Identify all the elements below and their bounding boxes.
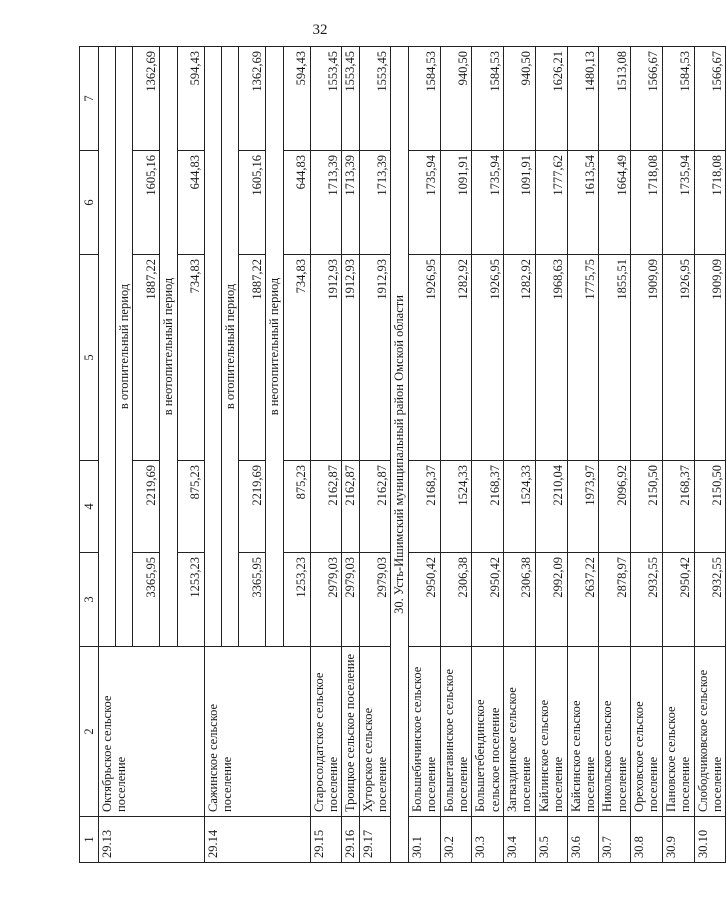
settlement-name: Октябрьское сельское поселение bbox=[99, 647, 205, 817]
row-index: 30.8 bbox=[631, 817, 663, 863]
value-cell-col7: 940,50 bbox=[504, 47, 536, 151]
value-cell-col7: 1584,53 bbox=[472, 47, 504, 151]
value-cell-col7: 940,50 bbox=[440, 47, 472, 151]
row-index: 30.3 bbox=[472, 817, 504, 863]
value-cell-col3: 2306,38 bbox=[440, 553, 472, 647]
heating-period-label: в отопительный период bbox=[221, 47, 238, 647]
row-index: 30.6 bbox=[567, 817, 599, 863]
value-cell-col4: 2168,37 bbox=[662, 461, 694, 553]
row-index: 30.7 bbox=[599, 817, 631, 863]
value-cell-col5: 1968,63 bbox=[535, 255, 567, 461]
settlement-name: Загваздинское сельское поселение bbox=[504, 647, 536, 817]
row-index: 29.13 bbox=[99, 817, 205, 863]
table-row bbox=[504, 47, 536, 863]
row-index: 30.9 bbox=[662, 817, 694, 863]
value-cell-col5: 1912,93 bbox=[359, 255, 391, 461]
value-cell-col5: 1775,75 bbox=[567, 255, 599, 461]
value-cell-col6: 1713,39 bbox=[342, 151, 359, 255]
value-cell-col6: 1613,54 bbox=[567, 151, 599, 255]
table-row bbox=[631, 47, 663, 863]
value-cell-col6: 644,83 bbox=[283, 151, 310, 255]
heating-period-label: в неотопительный период bbox=[266, 47, 283, 647]
value-cell-col3: 2950,42 bbox=[662, 553, 694, 647]
value-cell-col6: 1735,94 bbox=[472, 151, 504, 255]
value-cell-col5: 1887,22 bbox=[133, 255, 160, 461]
settlement-name: Кайлинское сельское поселение bbox=[535, 647, 567, 817]
table-row bbox=[99, 47, 116, 863]
value-cell-col6: 644,83 bbox=[177, 151, 204, 255]
empty-cell bbox=[204, 47, 221, 647]
row-index: 30.4 bbox=[504, 817, 536, 863]
rotated-table-wrapper bbox=[79, 47, 725, 863]
heating-period-label: в отопительный период bbox=[116, 47, 133, 647]
table-row bbox=[310, 47, 342, 863]
settlement-name: Пановское сельское поселение bbox=[662, 647, 694, 817]
value-cell-col4: 1524,33 bbox=[440, 461, 472, 553]
value-cell-col7: 1584,53 bbox=[662, 47, 694, 151]
value-cell-col3: 3365,95 bbox=[239, 553, 266, 647]
table-row bbox=[535, 47, 567, 863]
table-row bbox=[359, 47, 391, 863]
value-cell-col5: 1926,95 bbox=[472, 255, 504, 461]
table-row bbox=[342, 47, 359, 863]
row-index: 29.14 bbox=[204, 817, 310, 863]
value-cell-col6: 1777,62 bbox=[535, 151, 567, 255]
settlement-name: Большебичинское сельское поселение bbox=[408, 647, 440, 817]
value-cell-col4: 2150,50 bbox=[631, 461, 663, 553]
settlement-name: Большетебендинское сельское поселение bbox=[472, 647, 504, 817]
value-cell-col6: 1718,08 bbox=[694, 151, 726, 255]
value-cell-col3: 2637,22 bbox=[567, 553, 599, 647]
settlement-name: Слободчиковское сельское поселение bbox=[694, 647, 726, 817]
table-row bbox=[599, 47, 631, 863]
settlement-name: Старосолдатское сельское поселение bbox=[310, 647, 342, 817]
row-index: 29.16 bbox=[342, 817, 359, 863]
value-cell-col4: 2168,37 bbox=[408, 461, 440, 553]
table-row bbox=[204, 47, 221, 863]
table-row bbox=[440, 47, 472, 863]
value-cell-col7: 1362,69 bbox=[133, 47, 160, 151]
value-cell-col6: 1718,08 bbox=[631, 151, 663, 255]
value-cell-col7: 1513,08 bbox=[599, 47, 631, 151]
value-cell-col4: 2210,04 bbox=[535, 461, 567, 553]
value-cell-col5: 1912,93 bbox=[342, 255, 359, 461]
value-cell-col6: 1091,91 bbox=[440, 151, 472, 255]
row-index: 29.17 bbox=[359, 817, 391, 863]
column-header-3: 3 bbox=[80, 553, 99, 647]
column-header-2: 2 bbox=[80, 647, 99, 817]
value-cell-col4: 2150,50 bbox=[694, 461, 726, 553]
value-cell-col3: 2950,42 bbox=[472, 553, 504, 647]
value-cell-col7: 1553,45 bbox=[342, 47, 359, 151]
value-cell-col3: 2306,38 bbox=[504, 553, 536, 647]
value-cell-col4: 2162,87 bbox=[359, 461, 391, 553]
value-cell-col5: 1909,09 bbox=[631, 255, 663, 461]
value-cell-col4: 2162,87 bbox=[310, 461, 342, 553]
page-number: 32 bbox=[312, 22, 328, 38]
region-heading: 30. Усть-Ишимский муниципальный район Омской области bbox=[391, 47, 408, 863]
value-cell-col5: 1887,22 bbox=[239, 255, 266, 461]
value-cell-col4: 875,23 bbox=[283, 461, 310, 553]
row-index: 30.1 bbox=[408, 817, 440, 863]
table-row bbox=[408, 47, 440, 863]
region-row bbox=[391, 47, 408, 863]
value-cell-col7: 1480,13 bbox=[567, 47, 599, 151]
value-cell-col5: 1282,92 bbox=[504, 255, 536, 461]
value-cell-col4: 1524,33 bbox=[504, 461, 536, 553]
tariff-table bbox=[79, 46, 726, 863]
settlement-name: Никольское сельское поселение bbox=[599, 647, 631, 817]
value-cell-col5: 1282,92 bbox=[440, 255, 472, 461]
value-cell-col3: 2992,09 bbox=[535, 553, 567, 647]
value-cell-col5: 734,83 bbox=[283, 255, 310, 461]
column-header-5: 5 bbox=[80, 255, 99, 461]
value-cell-col6: 1735,94 bbox=[662, 151, 694, 255]
value-cell-col7: 594,43 bbox=[283, 47, 310, 151]
table-row bbox=[472, 47, 504, 863]
value-cell-col6: 1091,91 bbox=[504, 151, 536, 255]
value-cell-col4: 2219,69 bbox=[239, 461, 266, 553]
value-cell-col5: 734,83 bbox=[177, 255, 204, 461]
column-header-1: 1 bbox=[80, 817, 99, 863]
value-cell-col4: 1973,97 bbox=[567, 461, 599, 553]
value-cell-col5: 1912,93 bbox=[310, 255, 342, 461]
heating-period-label: в неотопительный период bbox=[160, 47, 177, 647]
row-index: 29.15 bbox=[310, 817, 342, 863]
table-row bbox=[662, 47, 694, 863]
column-header-7: 7 bbox=[80, 47, 99, 151]
table-header-row bbox=[80, 47, 99, 863]
value-cell-col5: 1926,95 bbox=[408, 255, 440, 461]
value-cell-col3: 3365,95 bbox=[133, 553, 160, 647]
row-index: 30.2 bbox=[440, 817, 472, 863]
value-cell-col6: 1735,94 bbox=[408, 151, 440, 255]
value-cell-col4: 2168,37 bbox=[472, 461, 504, 553]
rotated-page-content bbox=[79, 47, 725, 863]
value-cell-col5: 1926,95 bbox=[662, 255, 694, 461]
value-cell-col7: 594,43 bbox=[177, 47, 204, 151]
value-cell-col5: 1909,09 bbox=[694, 255, 726, 461]
value-cell-col3: 2932,55 bbox=[631, 553, 663, 647]
table-row bbox=[694, 47, 726, 863]
value-cell-col3: 1253,23 bbox=[177, 553, 204, 647]
settlement-name: Большетавинское сельское поселение bbox=[440, 647, 472, 817]
value-cell-col3: 2950,42 bbox=[408, 553, 440, 647]
value-cell-col4: 875,23 bbox=[177, 461, 204, 553]
value-cell-col4: 2096,92 bbox=[599, 461, 631, 553]
value-cell-col7: 1584,53 bbox=[408, 47, 440, 151]
value-cell-col7: 1566,67 bbox=[631, 47, 663, 151]
column-header-4: 4 bbox=[80, 461, 99, 553]
value-cell-col6: 1713,39 bbox=[310, 151, 342, 255]
value-cell-col7: 1362,69 bbox=[239, 47, 266, 151]
value-cell-col6: 1713,39 bbox=[359, 151, 391, 255]
value-cell-col3: 1253,23 bbox=[283, 553, 310, 647]
table-row bbox=[567, 47, 599, 863]
settlement-name: Сажинское сельское поселение bbox=[204, 647, 310, 817]
settlement-name: Кайсинское сельское поселение bbox=[567, 647, 599, 817]
value-cell-col5: 1855,51 bbox=[599, 255, 631, 461]
settlement-name: Троицкое сельское поселение bbox=[342, 647, 359, 817]
value-cell-col7: 1626,21 bbox=[535, 47, 567, 151]
empty-cell bbox=[99, 47, 116, 647]
row-index: 30.5 bbox=[535, 817, 567, 863]
value-cell-col3: 2878,97 bbox=[599, 553, 631, 647]
value-cell-col4: 2162,87 bbox=[342, 461, 359, 553]
settlement-name: Ореховское сельское поселение bbox=[631, 647, 663, 817]
value-cell-col4: 2219,69 bbox=[133, 461, 160, 553]
value-cell-col3: 2979,03 bbox=[342, 553, 359, 647]
settlement-name: Хуторское сельское поселение bbox=[359, 647, 391, 817]
value-cell-col6: 1664,49 bbox=[599, 151, 631, 255]
value-cell-col3: 2979,03 bbox=[359, 553, 391, 647]
value-cell-col7: 1566,67 bbox=[694, 47, 726, 151]
value-cell-col3: 2932,55 bbox=[694, 553, 726, 647]
value-cell-col7: 1553,45 bbox=[359, 47, 391, 151]
value-cell-col6: 1605,16 bbox=[133, 151, 160, 255]
value-cell-col6: 1605,16 bbox=[239, 151, 266, 255]
value-cell-col3: 2979,03 bbox=[310, 553, 342, 647]
value-cell-col7: 1553,45 bbox=[310, 47, 342, 151]
row-index: 30.10 bbox=[694, 817, 726, 863]
column-header-6: 6 bbox=[80, 151, 99, 255]
